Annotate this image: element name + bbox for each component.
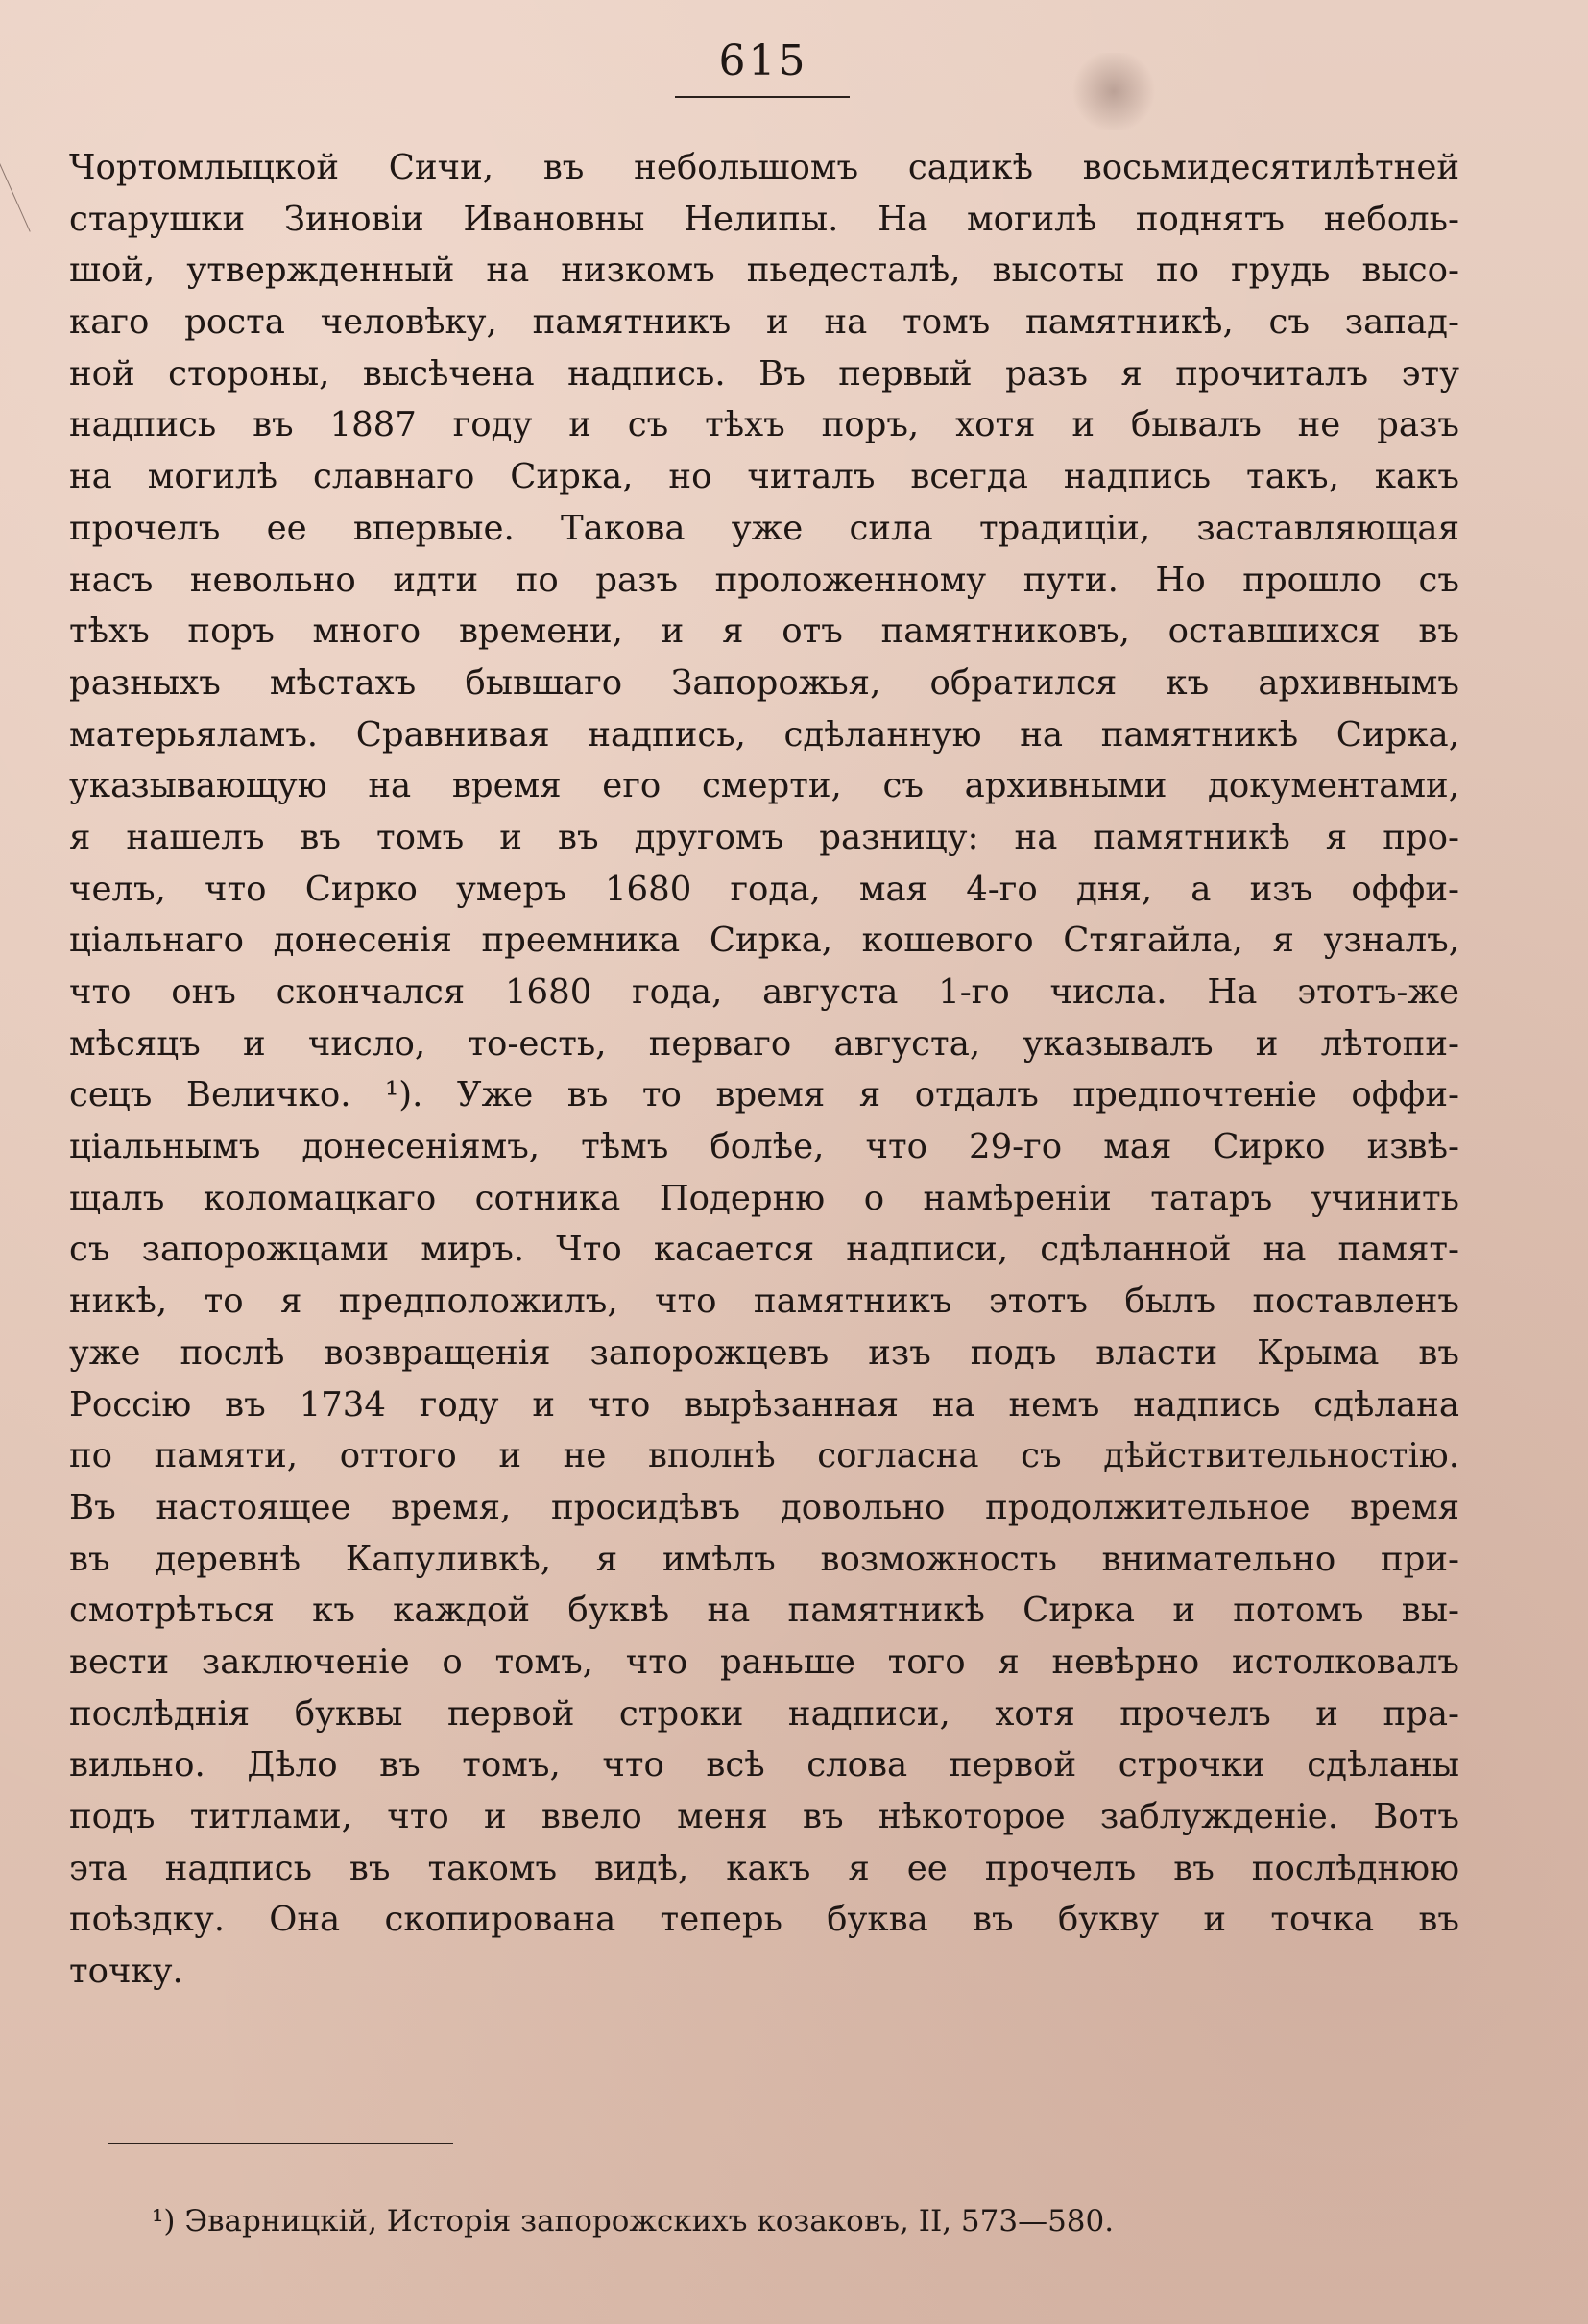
page-number: 615	[718, 36, 808, 85]
footnote-rule	[108, 2143, 453, 2144]
text-line: ціальнаго донесенія преемника Сирка, кошевого Стягайла, я узналъ,	[69, 921, 1459, 961]
text-line: Въ настоящее время, просидѣвъ довольно продолжительное время	[69, 1487, 1459, 1527]
text-line: въ деревнѣ Капуливкѣ, я имѣлъ возможность внимательно при-	[69, 1539, 1459, 1579]
text-line: я нашелъ въ томъ и въ другомъ разницу: на памятникѣ я про-	[69, 817, 1459, 857]
text-line: Россію въ 1734 году и что вырѣзанная на немъ надпись сдѣлана	[69, 1384, 1459, 1425]
text-line: указывающую на время его смерти, съ архивными документами,	[69, 766, 1459, 806]
text-line: мѣсяцъ и число, то-есть, перваго августа, указывалъ и лѣтопи-	[69, 1023, 1459, 1064]
text-line: эта надпись въ такомъ видѣ, какъ я ее прочелъ въ послѣднюю	[69, 1848, 1459, 1888]
text-line: ной стороны, высѣчена надпись. Въ первый разъ я прочиталъ эту	[69, 353, 1459, 394]
body-text	[69, 142, 1459, 1998]
paper-fold-mark	[0, 163, 31, 232]
text-line: насъ невольно идти по разъ проложенному пути. Но прошло съ	[69, 560, 1459, 600]
text-line: по памяти, оттого и не вполнѣ согласна съ дѣйствительностію.	[69, 1436, 1459, 1476]
text-line: поѣздку. Она скопирована теперь буква въ букву и точка въ	[69, 1900, 1459, 1940]
text-line: вильно. Дѣло въ томъ, что всѣ слова первой строчки сдѣланы	[69, 1745, 1459, 1785]
footnote: ¹) Эварницкій, Исторія запорожскихъ козаковъ, II, 573—580.	[152, 2204, 1115, 2239]
text-line: щалъ коломацкаго сотника Подерню о намѣреніи татаръ учинить	[69, 1178, 1459, 1218]
text-line: ціальнымъ донесеніямъ, тѣмъ болѣе, что 29-го мая Сирко извѣ-	[69, 1127, 1459, 1167]
text-line: матерьяламъ. Сравнивая надпись, сдѣланную на памятникѣ Сирка,	[69, 714, 1459, 755]
text-line: старушки Зиновіи Ивановны Нелипы. На могилѣ поднятъ неболь-	[69, 199, 1459, 239]
text-line: надпись въ 1887 году и съ тѣхъ поръ, хотя и бывалъ не разъ	[69, 405, 1459, 445]
text-line: шой, утвержденный на низкомъ пьедесталѣ, высоты по грудь высо-	[69, 251, 1459, 291]
text-line: каго роста человѣку, памятникъ и на томъ памятникѣ, съ запад-	[69, 302, 1459, 343]
text-line: прочелъ ее впервые. Такова уже сила традиціи, заставляющая	[69, 508, 1459, 548]
text-line: точку.	[69, 1952, 183, 1992]
text-line: послѣднія буквы первой строки надписи, хотя прочелъ и пра-	[69, 1693, 1459, 1734]
text-line: тѣхъ поръ много времени, и я отъ памятниковъ, оставшихся въ	[69, 611, 1459, 652]
text-line: съ запорожцами миръ. Что касается надписи, сдѣланной на памят-	[69, 1230, 1459, 1270]
page-number-rule	[675, 96, 850, 98]
text-line: вести заключеніе о томъ, что раньше того я невѣрно истолковалъ	[69, 1641, 1459, 1682]
text-line: разныхъ мѣстахъ бывшаго Запорожья, обратился къ архивнымъ	[69, 662, 1459, 703]
paper-stain	[1056, 53, 1171, 130]
text-line: никѣ, то я предположилъ, что памятникъ этотъ былъ поставленъ	[69, 1282, 1459, 1322]
text-line: смотрѣться къ каждой буквѣ на памятникѣ Сирка и потомъ вы-	[69, 1591, 1459, 1631]
text-line: подъ титлами, что и ввело меня въ нѣкоторое заблужденіе. Вотъ	[69, 1797, 1459, 1836]
text-line: уже послѣ возвращенія запорожцевъ изъ подъ власти Крыма въ	[69, 1332, 1459, 1373]
text-line: сецъ Величко. ¹). Уже въ то время я отдалъ предпочтеніе оффи-	[69, 1075, 1459, 1115]
text-line: на могилѣ славнаго Сирка, но читалъ всегда надпись такъ, какъ	[69, 457, 1459, 497]
text-line: что онъ скончался 1680 года, августа 1-го числа. На этотъ-же	[69, 972, 1459, 1012]
text-line: Чортомлыцкой Сичи, въ небольшомъ садикѣ восьмидесятилѣтней	[69, 148, 1459, 187]
text-line: челъ, что Сирко умеръ 1680 года, мая 4-го дня, а изъ оффи-	[69, 869, 1459, 909]
